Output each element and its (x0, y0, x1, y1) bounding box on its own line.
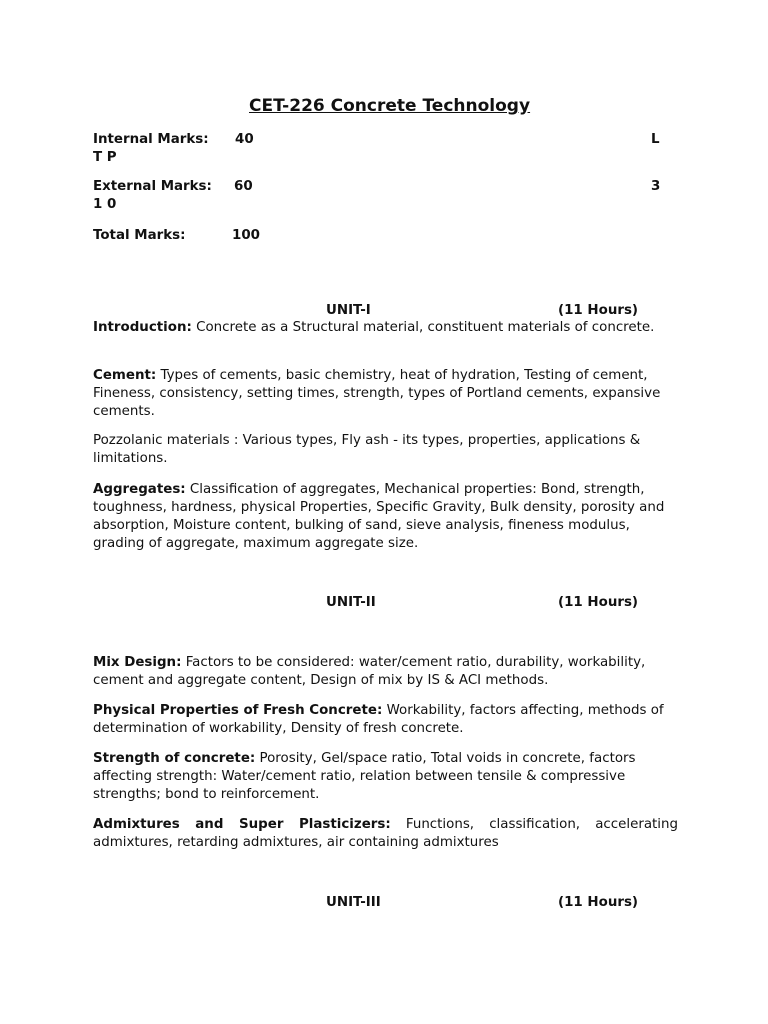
unit-hours: (11 Hours) (558, 303, 639, 318)
total-marks-value: 100 (232, 228, 260, 243)
topic-text: Factors to be considered: water/cement ratio, durability, workability, cement and aggregate content, Design of mix by IS & ACI methods. (93, 655, 646, 688)
internal-marks-value: 40 (235, 132, 254, 147)
topic-text: Functions, classification, accelerating admixtures, retarding admixtures, air containing admixtures (93, 817, 679, 850)
unit-heading: UNIT-I (326, 303, 371, 318)
topic-paragraph (93, 432, 678, 468)
unit-heading: UNIT-III (326, 895, 381, 910)
internal-marks-label: Internal Marks: (93, 132, 209, 147)
topic-paragraph (93, 816, 678, 852)
topic-label: Strength of concrete: (93, 751, 256, 766)
topic-text: Types of cements, basic chemistry, heat of hydration, Testing of cement, Fineness, consistency, setting times, strength, types of Portland cements, expansive cements. (93, 368, 661, 419)
topic-paragraph (93, 481, 678, 553)
unit-heading: UNIT-II (326, 595, 376, 610)
topic-text: Pozzolanic materials : Various types, Fly ash - its types, properties, applications & limitations. (93, 433, 641, 466)
unit-hours: (11 Hours) (558, 595, 639, 610)
external-marks-label: External Marks: (93, 179, 212, 194)
topic-text: Classification of aggregates, Mechanical properties: Bond, strength, toughness, hardness, physical Properties, Specific Gravity, Bulk density, porosity and absorption, Moisture content, bulking of sand, sieve analysis, fineness modulus, grading of aggregate, maximum aggregate size. (93, 482, 665, 551)
ltp-header: L (651, 132, 660, 147)
topic-text: Concrete as a Structural material, constituent materials of concrete. (191, 320, 655, 335)
external-marks-value: 60 (234, 179, 253, 194)
topic-label: Admixtures and Super Plasticizers: (93, 817, 391, 832)
topic-label: Physical Properties of Fresh Concrete: (93, 703, 383, 718)
topic-label: Mix Design: (93, 655, 182, 670)
unit-hours: (11 Hours) (558, 895, 639, 910)
topic-label: Cement: (93, 368, 157, 383)
topic-label: Introduction: (93, 320, 192, 335)
page-title: CET-226 Concrete Technology (249, 96, 531, 116)
topic-paragraph (93, 750, 678, 804)
topic-paragraph (93, 319, 678, 337)
total-marks-label: Total Marks: (93, 228, 186, 243)
topic-label: Aggregates: (93, 482, 186, 497)
ltp-header-wrap: T P (93, 150, 117, 165)
ltp-values: 3 (651, 179, 661, 194)
ltp-values-wrap: 1 0 (93, 197, 117, 212)
topic-text: Workability, factors affecting, methods of determination of workability, Density of fresh concrete. (93, 703, 664, 736)
topic-paragraph (93, 654, 678, 690)
topic-paragraph (93, 367, 678, 421)
topic-paragraph (93, 702, 678, 738)
topic-text: Porosity, Gel/space ratio, Total voids in concrete, factors affecting strength: Water/cement ratio, relation between tensile & compressive strengths; bond to reinforcement. (93, 751, 636, 802)
